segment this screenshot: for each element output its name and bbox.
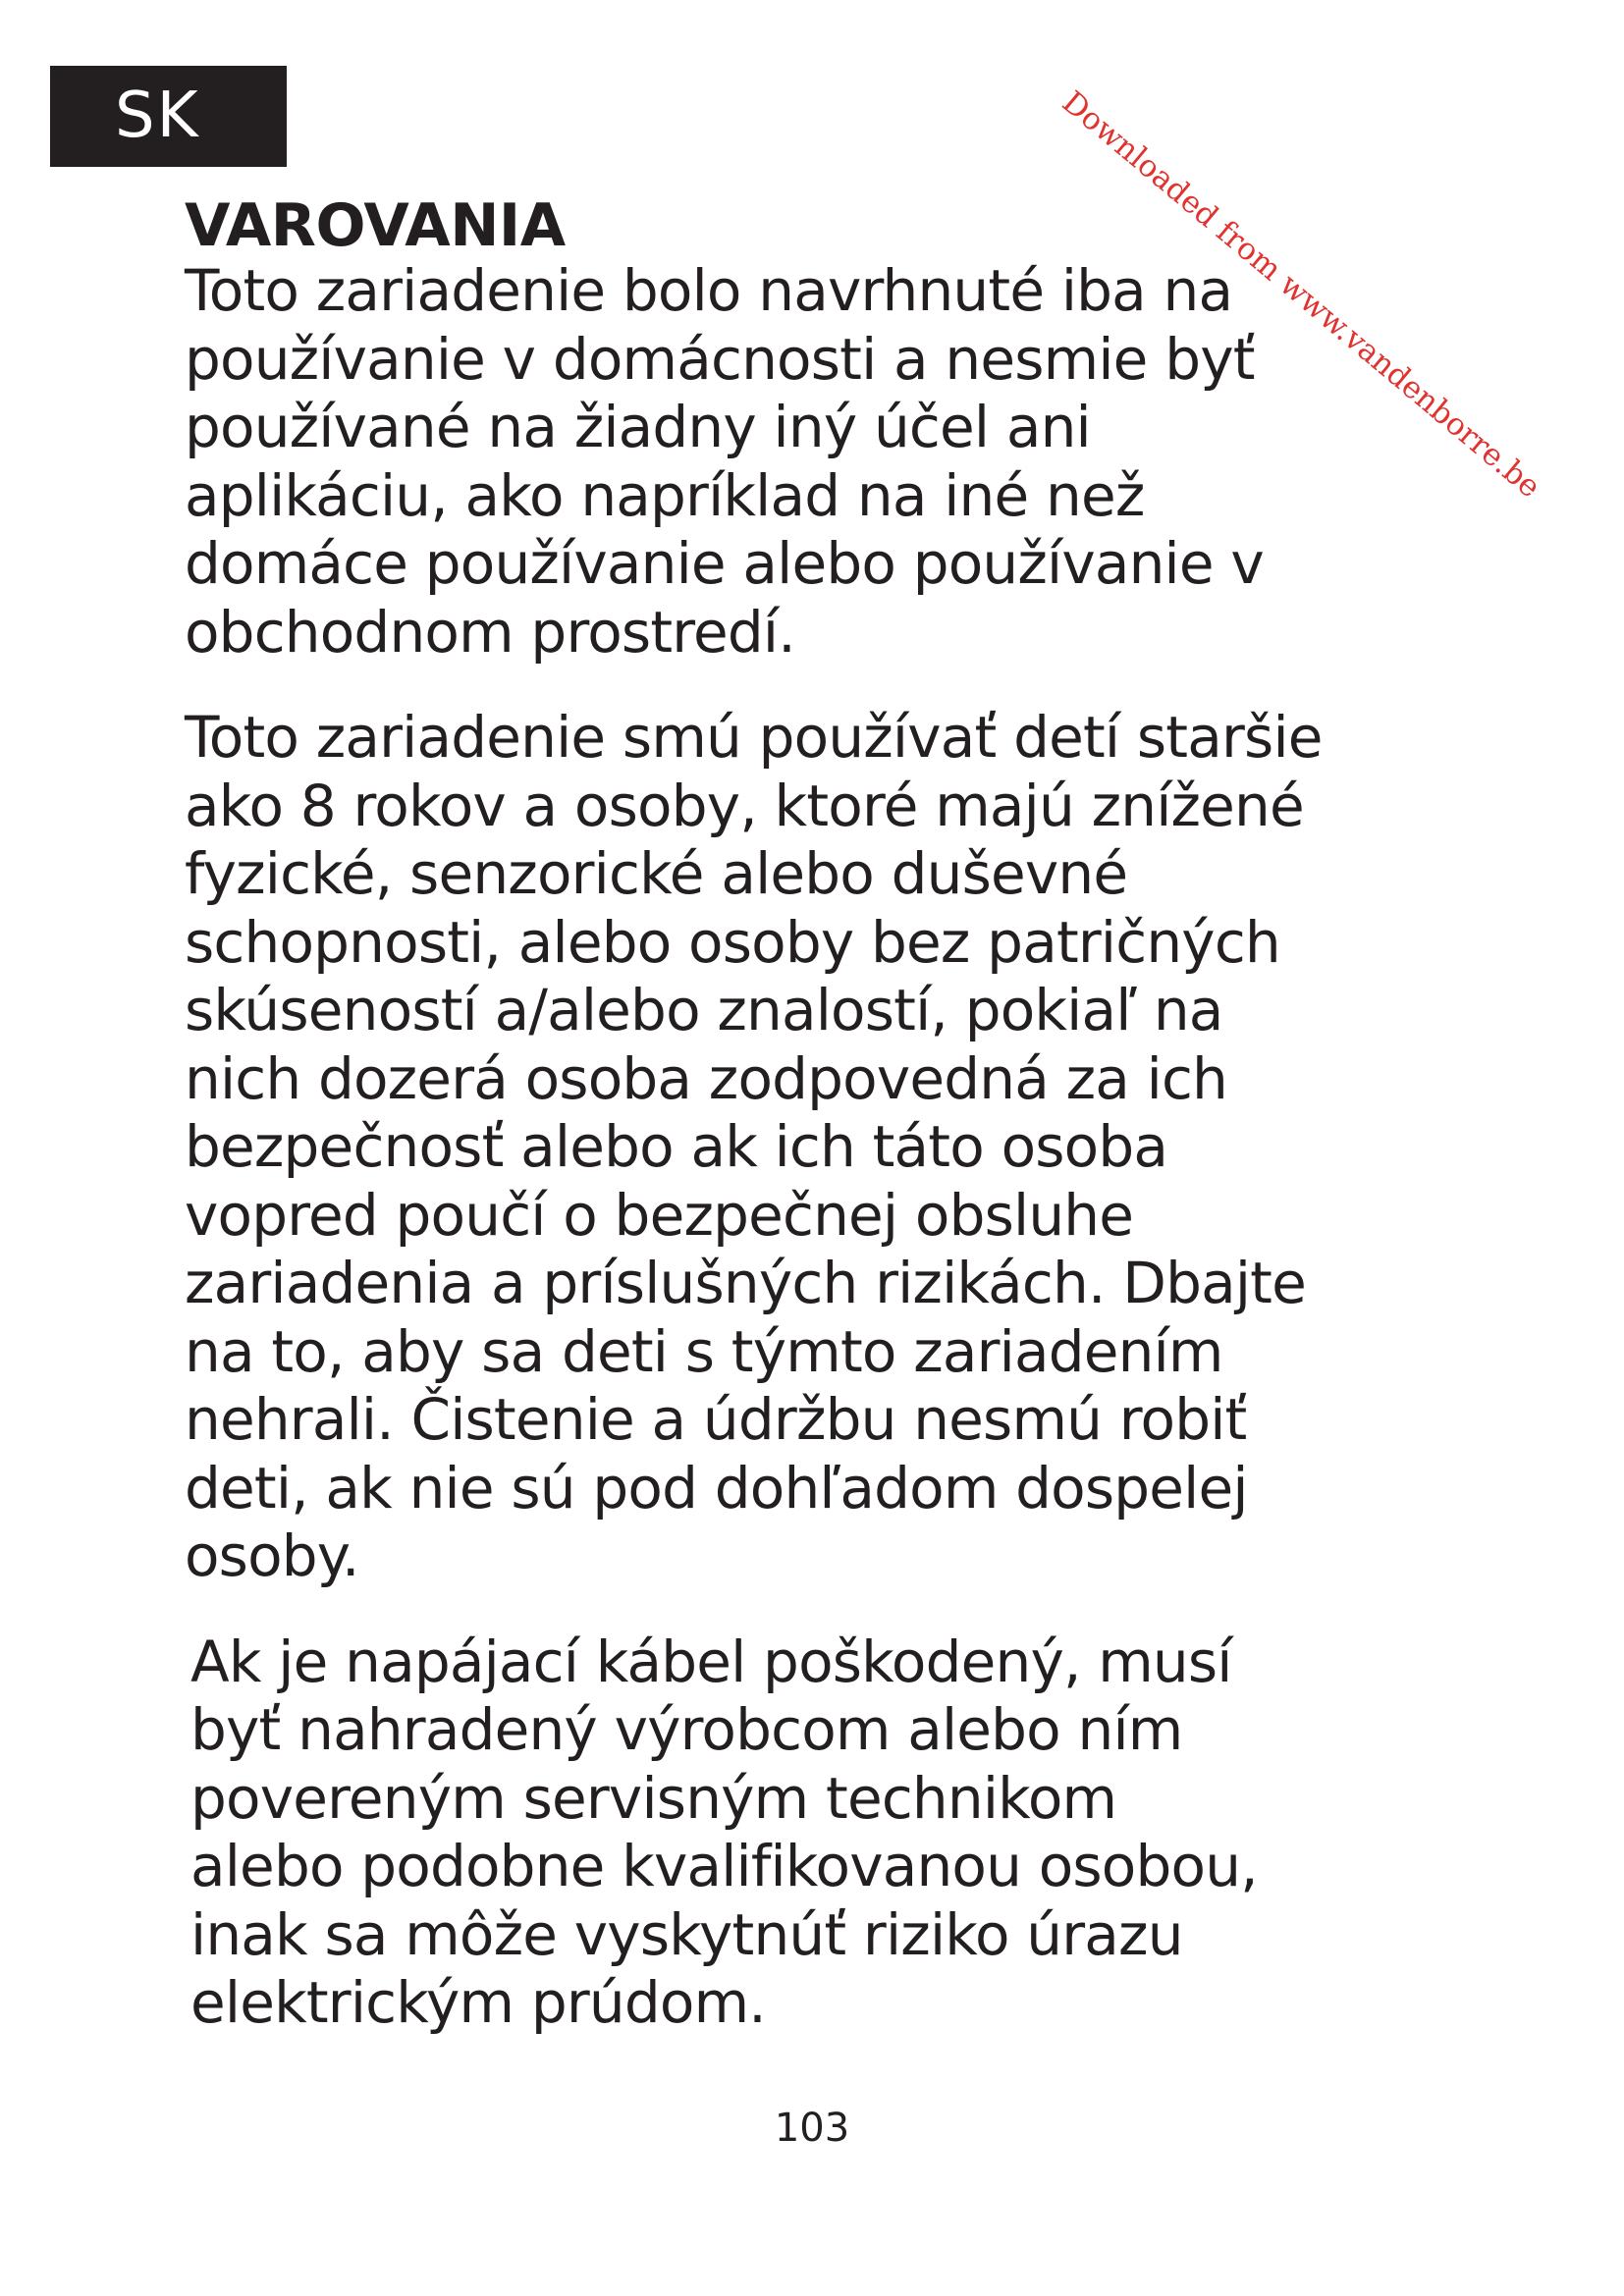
download-watermark: Downloaded from www.vandenborre.be bbox=[1055, 84, 1547, 506]
page-number: 103 bbox=[774, 2106, 850, 2151]
warning-paragraph-children-and-persons: Toto zariadenie smú používať detí staršie ako 8 rokov a osoby, ktoré majú znížené fyzické, senzorické alebo duševné schopnosti, alebo osoby bez patričných skúseností a/alebo znalostí, pokiaľ na nich dozerá osoba zodpovedná za ich bezpečnosť alebo ak ich táto osoba vopred poučí o bezpečnej obsluhe zariadenia a príslušných rizikách. Dbajte na to, aby sa deti s týmto zariadením nehrali. Čistenie a údržbu nesmú robiť deti, ak nie sú pod dohľadom dospelej osoby. bbox=[185, 704, 1323, 1589]
language-tab: SK bbox=[50, 66, 287, 167]
warnings-heading: VAROVANIA bbox=[185, 191, 566, 260]
warning-paragraph-household-use: Toto zariadenie bolo navrhnuté iba na používanie v domácnosti a nesmie byť používané na žiadny iný účel ani aplikáciu, ako napríklad na iné než domáce používanie alebo používanie v obchodnom prostredí. bbox=[185, 257, 1264, 666]
warning-paragraph-power-cable: Ak je napájací kábel poškodený, musí byť nahradený výrobcom alebo ním povereným servisným technikom alebo podobne kvalifikovanou osobou, inak sa môže vyskytnúť riziko úrazu elektrickým prúdom. bbox=[190, 1628, 1258, 2036]
document-body bbox=[185, 187, 1500, 2038]
